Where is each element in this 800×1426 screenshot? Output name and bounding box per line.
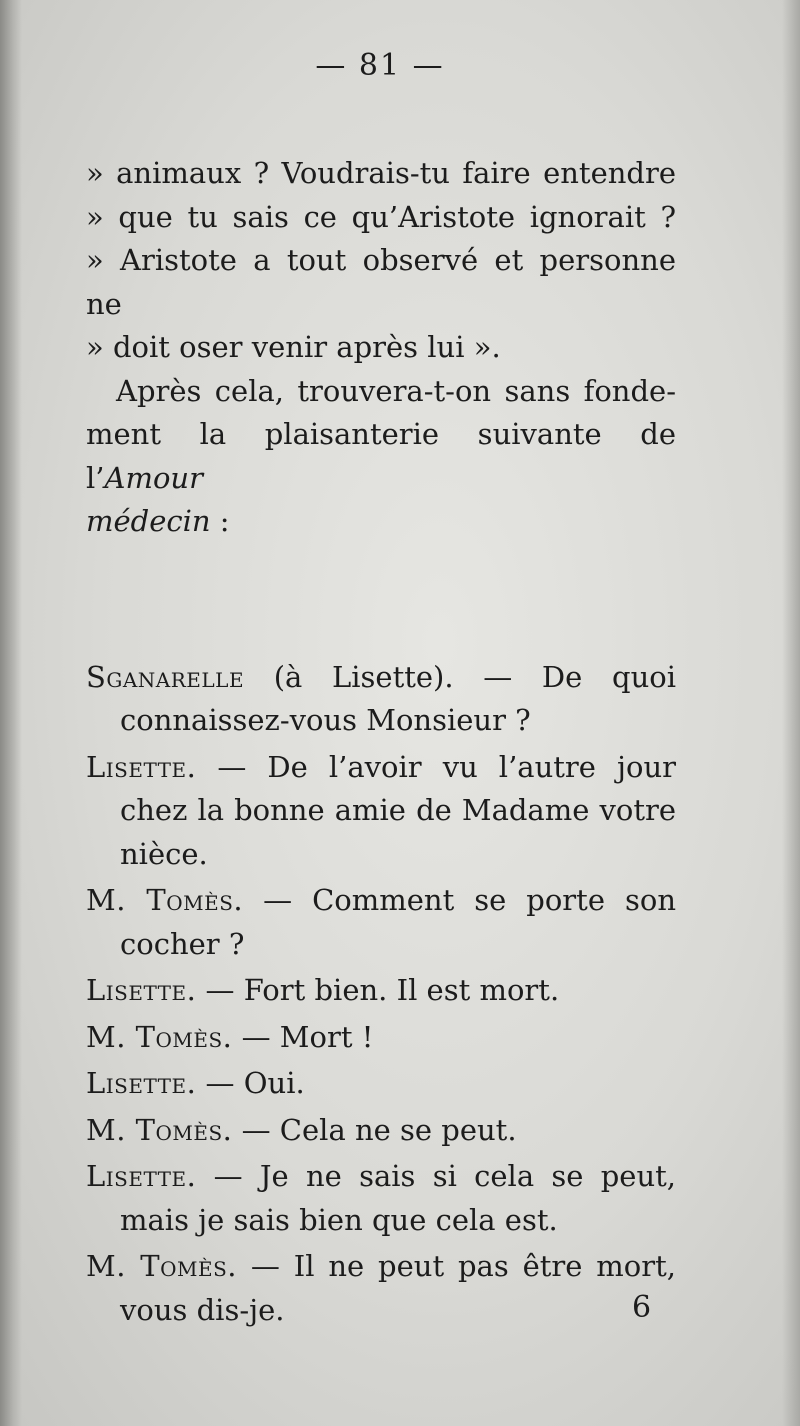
speech-text: — Il ne peut pas être mort, [237, 1249, 676, 1283]
speech-continuation: mais je sais bien que cela est. [120, 1202, 558, 1237]
speaker-name: M. Tomès. [86, 1112, 233, 1147]
dialogue-speech [86, 746, 676, 877]
speaker-name: M. Tomès. [86, 1249, 238, 1283]
dialogue-speech [86, 1245, 676, 1332]
quote-line: » doit oser venir après lui ». [86, 330, 501, 364]
speaker-name: Lisette. [86, 1159, 197, 1193]
quote-line: » que tu sais ce qu’Aristote ignorait ? [86, 199, 676, 234]
signature-mark: 6 [632, 1290, 652, 1325]
speech-text: — Fort bien. Il est mort. [196, 973, 560, 1007]
page-spine-shadow [0, 0, 22, 1426]
quote-line: » animaux ? Voudrais-tu faire entendre [86, 156, 676, 190]
speech-text: — De l’avoir vu l’autre jour [196, 749, 676, 784]
speech-text: (à Lisette). — De quoi [244, 659, 676, 694]
paragraph-text: : [210, 504, 230, 538]
speech-first-line [86, 1109, 676, 1153]
quote-line: » Aristote a tout observé et personne ne [86, 243, 676, 321]
speech-continuation: connaissez-vous Monsieur ? [120, 703, 531, 737]
body-text [86, 152, 676, 1335]
speaker-name: M. Tomès. [86, 883, 244, 917]
dialogue-speech [86, 1062, 676, 1106]
play-title-part: Amour [104, 460, 203, 495]
speech-continuation: chez la bonne amie de Madame votre [120, 793, 676, 827]
speech-text: — Comment se porte son [243, 883, 676, 917]
dialogue-speech [86, 969, 676, 1013]
paragraph-line [86, 500, 676, 544]
speech-text: — Cela ne se peut. [232, 1112, 517, 1147]
speaker-name: M. Tomès. [86, 1019, 233, 1054]
speech-continuation: nièce. [120, 836, 208, 871]
speech-first-line [86, 656, 676, 700]
speech-first-line [86, 746, 676, 790]
speech-text: — Je ne sais si cela se peut, [196, 1159, 676, 1193]
speaker-name: Lisette. [86, 973, 197, 1007]
speech-first-line [86, 969, 676, 1013]
section-gap [86, 544, 676, 656]
speaker-name: Lisette. [86, 749, 197, 784]
dialogue-speech [86, 879, 676, 966]
speech-first-line [86, 879, 676, 923]
page-edge-shadow [782, 0, 800, 1426]
page-header: — 81 — [315, 48, 445, 83]
speech-text: — Oui. [196, 1066, 305, 1100]
play-title-part: médecin [86, 504, 211, 538]
speech-continuation: cocher ? [120, 926, 245, 961]
speaker-name: Lisette. [86, 1066, 197, 1100]
speech-first-line [86, 1016, 676, 1060]
speech-first-line [86, 1155, 676, 1199]
speaker-name: Sganarelle [86, 659, 245, 694]
paragraph-text: ment la plaisanterie suivante de l’ [86, 417, 676, 495]
paragraph-line: Après cela, trouvera-t-on sans fonde- [116, 373, 676, 408]
paragraph-line [86, 413, 676, 500]
dialogue-speech [86, 1155, 676, 1242]
dialogue-speech [86, 656, 676, 743]
speech-text: — Mort ! [232, 1019, 374, 1054]
speech-continuation: vous dis-je. [120, 1292, 285, 1327]
speech-first-line [86, 1245, 676, 1289]
dialogue-speech [86, 1016, 676, 1060]
dialogue-speech [86, 1109, 676, 1153]
speech-first-line [86, 1062, 676, 1106]
